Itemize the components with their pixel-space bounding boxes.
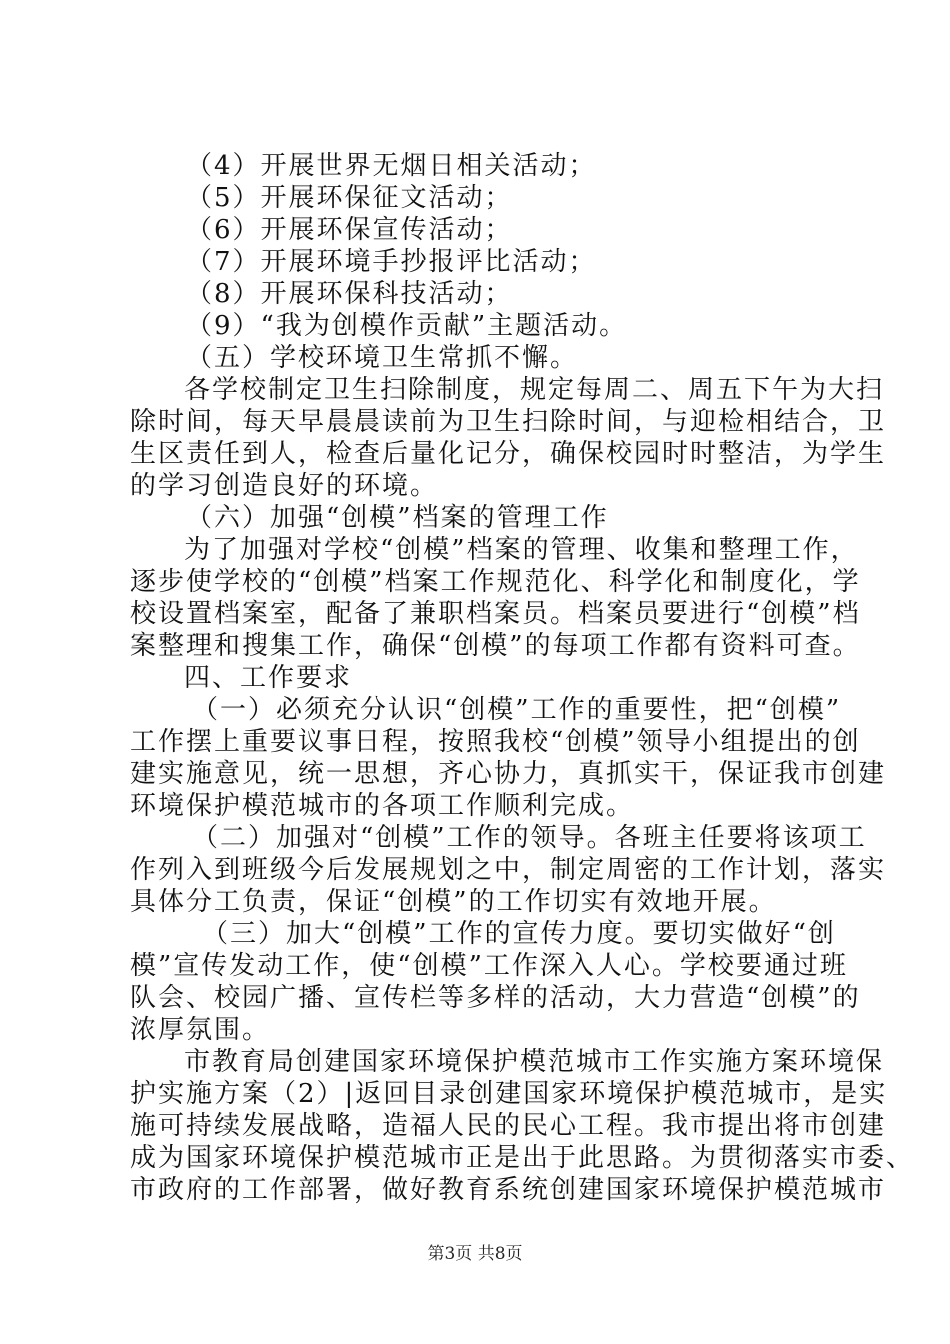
- text-line: 作列入到班级今后发展规划之中，制定周密的工作计划，落实: [130, 855, 887, 885]
- text-line: （6）开展环保宣传活动；: [186, 215, 513, 245]
- text-line: 成为国家环境保护模范城市正是出于此思路。为贯彻落实市委、: [130, 1143, 915, 1173]
- text-line: （三）加大“创模”工作的宣传力度。要切实做好“创: [202, 919, 836, 949]
- section-heading: 四、工作要求: [184, 663, 353, 693]
- text-line: 工作摆上重要议事日程，按照我校“创模”领导小组提出的创: [130, 727, 861, 757]
- text-line: 市政府的工作部署，做好教育系统创建国家环境保护模范城市: [130, 1175, 887, 1205]
- text-line: 的学习创造良好的环境。: [130, 471, 439, 501]
- text-line: 生区责任到人，检查后量化记分，确保校园时时整洁，为学生: [130, 439, 887, 469]
- text-line: 为了加强对学校“创模”档案的管理、收集和整理工作，: [184, 535, 859, 565]
- text-line: 市教育局创建国家环境保护模范城市工作实施方案环境保: [184, 1047, 885, 1077]
- text-line: （5）开展环保征文活动；: [186, 183, 513, 213]
- text-line: 除时间，每天早晨晨读前为卫生扫除时间，与迎检相结合，卫: [130, 407, 887, 437]
- text-line: （7）开展环境手抄报评比活动；: [186, 247, 597, 277]
- text-line: 队会、校园广播、宣传栏等多样的活动，大力营造“创模”的: [130, 983, 861, 1013]
- text-line: 施可持续发展战略，造福人民的民心工程。我市提出将市创建: [130, 1111, 887, 1141]
- text-line: 逐步使学校的“创模”档案工作规范化、科学化和制度化，学: [130, 567, 861, 597]
- text-line: （一）必须充分认识“创模”工作的重要性，把“创模”: [192, 695, 842, 725]
- text-line: （二）加强对“创模”工作的领导。各班主任要将该项工: [192, 823, 867, 853]
- text-line: （9）“我为创模作贡献”主题活动。: [186, 311, 628, 341]
- text-line: 模”宣传发动工作，使“创模”工作深入人心。学校要通过班: [130, 951, 848, 981]
- text-line: 建实施意见，统一思想，齐心协力，真抓实干，保证我市创建: [130, 759, 887, 789]
- text-line: 各学校制定卫生扫除制度，规定每周二、周五下午为大扫: [184, 375, 885, 405]
- text-line: 环境保护模范城市的各项工作顺利完成。: [130, 791, 635, 821]
- text-line: 护实施方案（2）|返回目录创建国家环境保护模范城市，是实: [130, 1079, 888, 1109]
- section-heading: （六）加强“创模”档案的管理工作: [186, 503, 609, 533]
- text-line: 具体分工负责，保证“创模”的工作切实有效地开展。: [130, 887, 777, 917]
- text-line: 浓厚氛围。: [130, 1015, 271, 1045]
- section-heading: （五）学校环境卫生常抓不懈。: [186, 343, 579, 373]
- page-number-footer: 第3页 共8页: [427, 1244, 523, 1264]
- text-line: 案整理和搜集工作，确保“创模”的每项工作都有资料可查。: [130, 631, 861, 661]
- text-line: （4）开展世界无烟日相关活动；: [186, 151, 597, 181]
- text-line: （8）开展环保科技活动；: [186, 279, 513, 309]
- document-body: [130, 150, 915, 1206]
- text-line: 校设置档案室，配备了兼职档案员。档案员要进行“创模”档: [130, 599, 861, 629]
